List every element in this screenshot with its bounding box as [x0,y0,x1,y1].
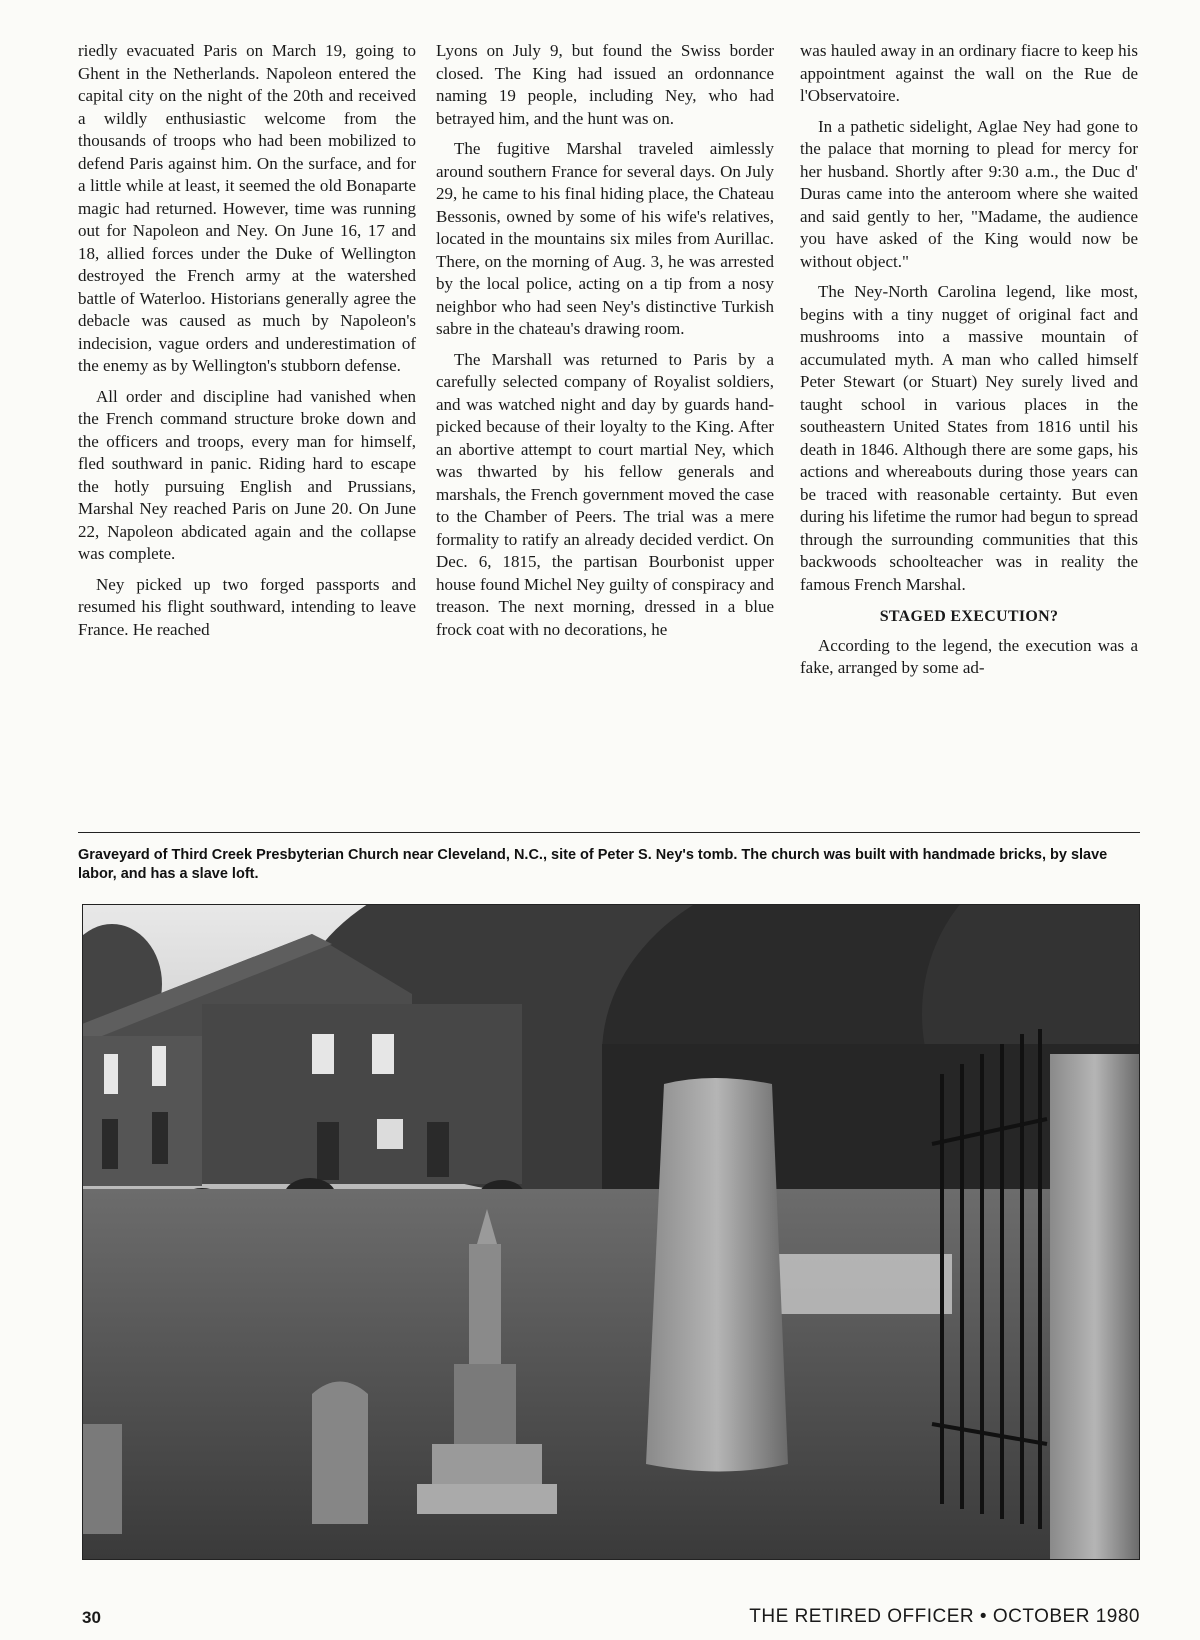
paragraph: According to the legend, the execution was a fake, arranged by some ad- [800,635,1138,677]
page-number: 30 [82,1608,101,1627]
paragraph: In a pathetic sidelight, Aglae Ney had gone to the palace that morning to plead for mercy for her husband. Shortly after 9:30 a.m., the Duc d' Duras came into the anteroom where she waited and said gently to her, "Madame, the audience you have asked of the King would now be without object." [800,116,1138,271]
graveyard-photo [82,904,1140,1560]
article-column-1 [78,40,416,649]
paragraph: Ney picked up two forged passports and resumed his flight southward, intending to leave France. He reached [78,574,416,639]
paragraph: The Marshall was returned to Paris by a carefully selected company of Royalist soldiers, and was watched night and day by guards hand-picked because of their loyalty to the King. After an abortive attempt to court martial Ney, which was thwarted by his fellow generals and marshals, the French government moved the case to the Chamber of Peers. The trial was a mere formality to ratify an already decided verdict. On Dec. 6, 1815, the partisan Bourbonist upper house found Michel Ney guilty of conspiracy and treason. The next morning, dressed in a blue frock coat with no decorations, he [436,349,774,639]
caption-divider [78,832,1140,833]
publication-footer: THE RETIRED OFFICER • OCTOBER 1980 [749,1606,1140,1627]
paragraph: Lyons on July 9, but found the Swiss border closed. The King had issued an ordonnance naming 19 people, including Ney, who had betrayed him, and the hunt was on. [436,41,774,128]
photo-caption: Graveyard of Third Creek Presbyterian Church near Cleveland, N.C., site of Peter S. Ney's tomb. The church was built with handmade bricks, by slave labor, and has a slave loft. [78,847,1108,882]
paragraph: The fugitive Marshal traveled aimlessly around southern France for several days. On July 29, he came to his final hiding place, the Chateau Bessonis, owned by some of his wife's relatives, located in the mountains six miles from Aurillac. There, on the morning of Aug. 3, he was arrested by the local police, acting on a tip from a nosy neighbor who had seen Ney's distinctive Turkish sabre in the chateau's drawing room. [436,139,774,338]
paragraph: The Ney-North Carolina legend, like most, begins with a tiny nugget of original fact and mushrooms into a massive mountain of accumulated myth. A man who called himself Peter Stewart (or Stuart) Ney surely lived and taught school in various places in the southeastern United States from 1816 until his death in 1846. Although there are some gaps, his actions and whereabouts during those years can be traced with reasonable certainty. But even during his lifetime the rumor had begun to spread through the surrounding communities that this backwoods schoolteacher was in reality the famous French Marshal. [800,282,1138,594]
article-column-2 [436,40,774,649]
paragraph: riedly evacuated Paris on March 19, going to Ghent in the Netherlands. Napoleon entered the capital city on the night of the 20th and received a wildly enthusiastic welcome from the thousands of troops who had been mobilized to defend Paris against him. On the surface, and for a little while at least, it seemed the old Bonaparte magic had returned. However, time was running out for Napoleon and Ney. On June 16, 17 and 18, allied forces under the Duke of Wellington destroyed the French army at the watershed battle of Waterloo. Historians generally agree the debacle was caused as much by Napoleon's indecision, vague orders and underestimation of the enemy as by Wellington's stubborn defense. [78,41,416,375]
paragraph: All order and discipline had vanished when the French command structure broke down and the officers and troops, every man for himself, fled southward in panic. Riding hard to escape the hotly pursuing English and Prussians, Marshal Ney reached Paris on June 20. On June 22, Napoleon abdicated again and the collapse was complete. [78,386,416,563]
section-subhead: STAGED EXECUTION? [879,608,1059,625]
paragraph: was hauled away in an ordinary fiacre to keep his appointment against the wall on the Rue de l'Observatoire. [800,41,1138,105]
church-graveyard-illustration [82,904,1140,1560]
article-column-3 [800,40,1138,688]
